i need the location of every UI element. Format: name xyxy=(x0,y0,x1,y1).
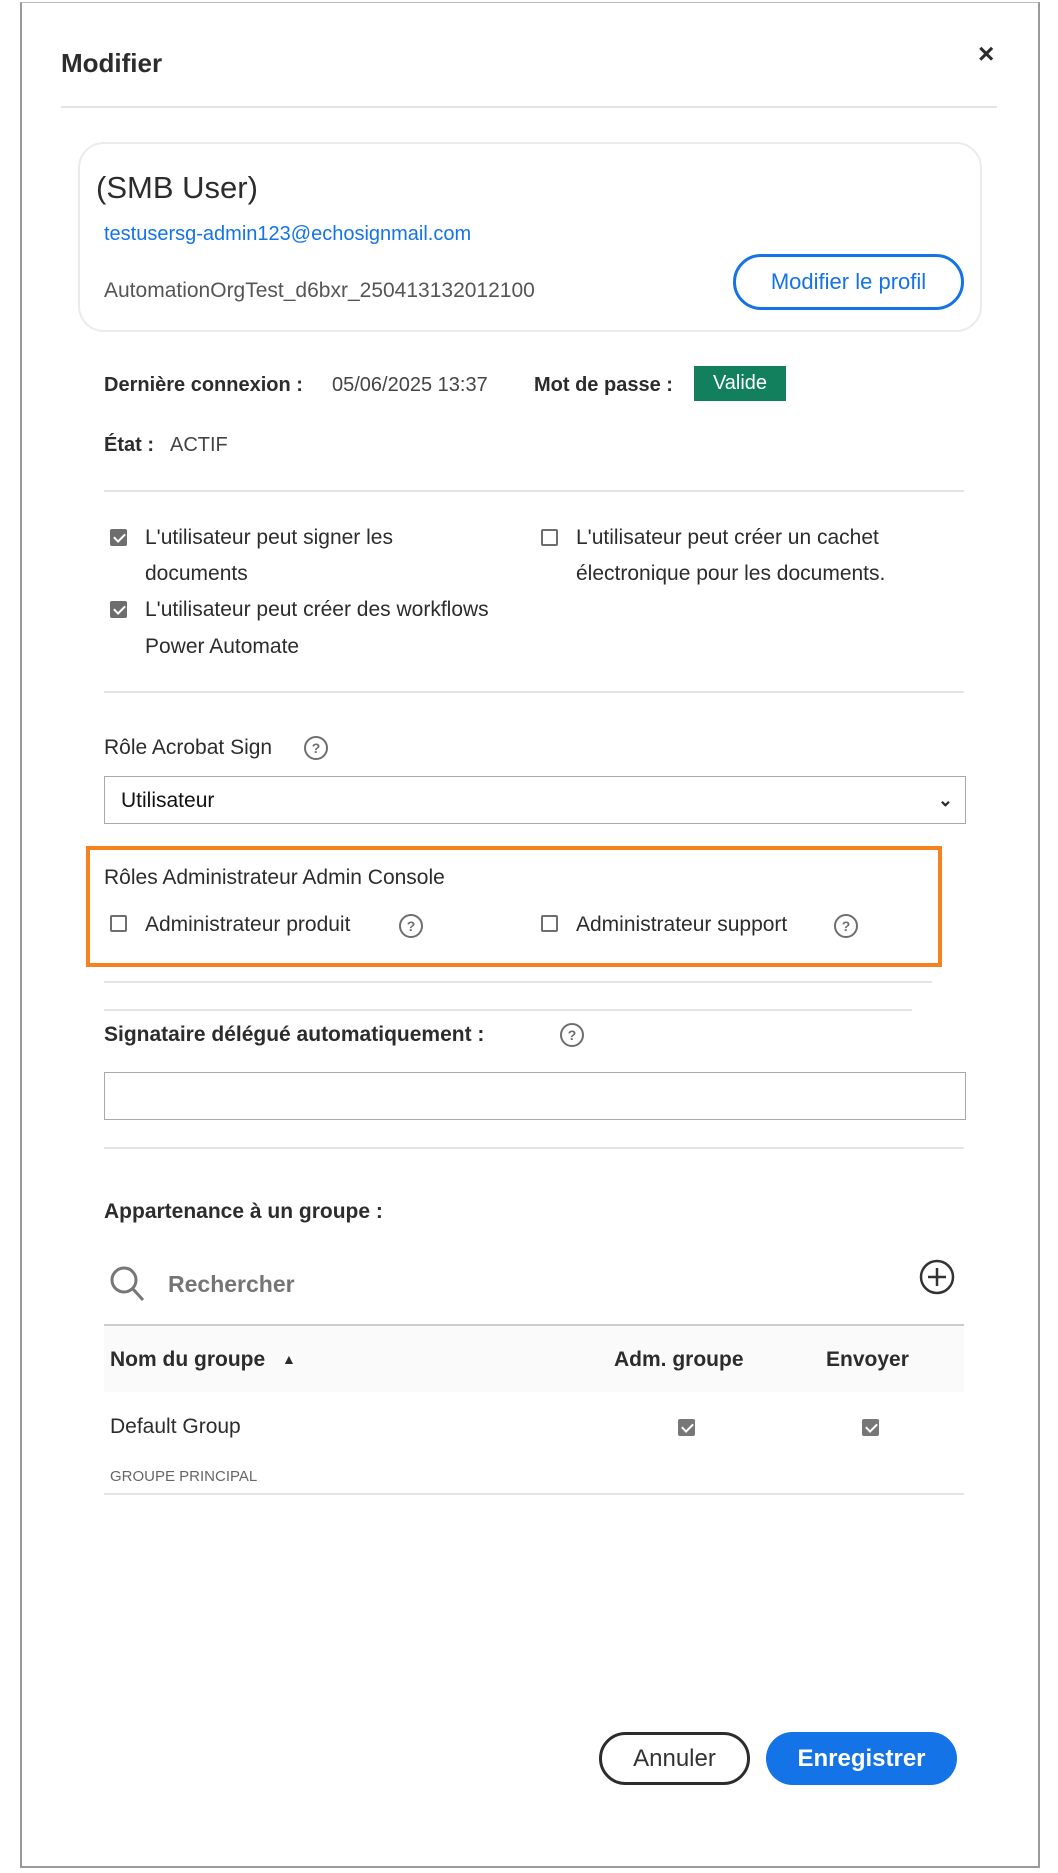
chevron-down-icon: ⌄ xyxy=(937,790,953,810)
power-automate-label-2: Power Automate xyxy=(145,635,300,658)
product-admin-label: Administrateur produit xyxy=(145,913,351,936)
e-seal-label-2: électronique pour les documents. xyxy=(576,562,886,585)
power-automate-label: L'utilisateur peut créer des workflows xyxy=(145,598,489,621)
save-button[interactable]: Enregistrer xyxy=(766,1732,957,1785)
password-label: Mot de passe : xyxy=(534,374,673,396)
divider xyxy=(104,691,964,693)
group-primary-label: GROUPE PRINCIPAL xyxy=(110,1468,258,1485)
role-label: Rôle Acrobat Sign xyxy=(104,736,273,759)
divider xyxy=(104,981,932,983)
help-icon[interactable]: ? xyxy=(304,736,328,760)
help-icon[interactable]: ? xyxy=(560,1023,584,1047)
password-status-badge: Valide xyxy=(694,366,786,401)
search-icon xyxy=(108,1264,148,1304)
delegate-input[interactable] xyxy=(104,1072,966,1120)
group-admin-checkbox[interactable] xyxy=(678,1419,695,1436)
state-label: État : xyxy=(104,434,154,456)
groups-title: Appartenance à un groupe : xyxy=(104,1200,383,1223)
edit-profile-button[interactable]: Modifier le profil xyxy=(733,254,964,310)
admin-roles-highlight xyxy=(86,846,942,967)
state-value: ACTIF xyxy=(170,434,228,456)
product-admin-checkbox[interactable] xyxy=(110,915,127,932)
add-group-icon[interactable] xyxy=(919,1259,955,1295)
last-login-label: Dernière connexion : xyxy=(104,374,303,396)
close-icon[interactable]: × xyxy=(978,38,995,69)
can-sign-checkbox[interactable] xyxy=(110,529,127,546)
e-seal-label: L'utilisateur peut créer un cachet xyxy=(576,526,879,549)
group-search-input[interactable] xyxy=(168,1266,768,1302)
column-group-name[interactable]: Nom du groupe xyxy=(110,1348,266,1371)
sort-asc-icon: ▲ xyxy=(282,1351,296,1367)
column-send: Envoyer xyxy=(826,1348,909,1371)
delegate-label: Signataire délégué automatiquement : xyxy=(104,1023,485,1046)
role-select[interactable] xyxy=(104,776,966,824)
group-name: Default Group xyxy=(110,1415,241,1438)
user-email[interactable]: testusersg-admin123@echosignmail.com xyxy=(104,223,472,245)
support-admin-checkbox[interactable] xyxy=(541,915,558,932)
e-seal-checkbox[interactable] xyxy=(541,529,558,546)
role-select-value: Utilisateur xyxy=(121,789,215,812)
divider xyxy=(61,106,997,108)
help-icon[interactable]: ? xyxy=(399,914,423,938)
divider xyxy=(104,1493,964,1495)
power-automate-checkbox[interactable] xyxy=(110,601,127,618)
divider xyxy=(104,1147,964,1149)
cancel-button[interactable]: Annuler xyxy=(599,1732,750,1785)
last-login-value: 05/06/2025 13:37 xyxy=(332,374,488,396)
admin-roles-title: Rôles Administrateur Admin Console xyxy=(104,866,445,889)
can-sign-label-2: documents xyxy=(145,562,248,585)
org-name: AutomationOrgTest_d6bxr_250413132012100 xyxy=(104,279,535,302)
dialog-title: Modifier xyxy=(61,48,163,78)
user-name: (SMB User) xyxy=(96,170,258,205)
help-icon[interactable]: ? xyxy=(834,914,858,938)
support-admin-label: Administrateur support xyxy=(576,913,788,936)
divider xyxy=(104,490,964,492)
can-sign-label: L'utilisateur peut signer les xyxy=(145,526,393,549)
divider xyxy=(104,1009,912,1011)
column-group-admin: Adm. groupe xyxy=(614,1348,744,1371)
group-send-checkbox[interactable] xyxy=(862,1419,879,1436)
